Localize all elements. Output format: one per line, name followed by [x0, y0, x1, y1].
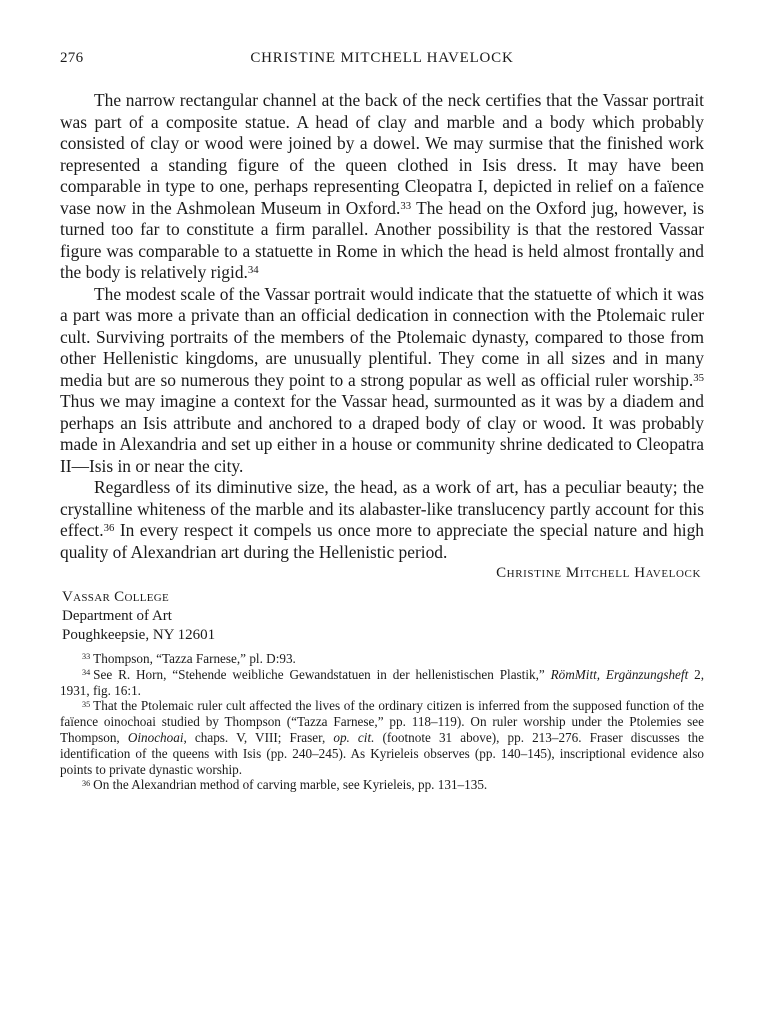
footnote-number: 33	[82, 652, 91, 662]
footnote-number: 35	[82, 699, 91, 709]
footnote-36	[60, 777, 704, 793]
footnote-reference-36: 36	[103, 522, 115, 535]
city-address: Poughkeepsie, NY 12601	[62, 627, 216, 643]
body-paragraph-2	[60, 284, 704, 478]
footnote-text: See R. Horn, “Stehende weibliche Gewandstatuen in der hellenistischen Plastik,”	[93, 666, 551, 682]
body-paragraph-3	[60, 477, 704, 563]
department-name: Department of Art	[62, 608, 172, 624]
author-signature: Christine Mitchell Havelock	[496, 565, 701, 581]
footnote-text: , chaps. V, VIII; Fraser,	[183, 729, 334, 745]
footnotes	[60, 651, 704, 793]
paragraph-text: The head on the Oxford jug, however, is turned too far to constitute a firm parallel. Another possibility is that the restored Vassar figure was comparable to a statuette in Rome in which the head is held almost frontally and the body is relatively rigid.	[60, 197, 705, 282]
running-head	[60, 50, 704, 72]
paragraph-text: The modest scale of the Vassar portrait would indicate that the statuette of which it was a part was more a private than an official dedication in connection with the Ptolemaic ruler cult. Surviving portraits of the members of the Ptolemaic dynasty, compared to those from other Hellenistic kingdoms, are unusually plentiful. They come in all sizes and in many media but are so numerous they point to a strong popular as well as official ruler worship.	[60, 283, 704, 390]
page-number: 276	[60, 50, 84, 66]
footnote-text: On the Alexandrian method of carving marble, see Kyrieleis, pp. 131–135.	[93, 777, 488, 793]
footnote-number: 34	[82, 668, 91, 678]
paragraph-text: In every respect it compels us once more to appreciate the special nature and high quality of Alexandrian art during the Hellenistic period.	[60, 520, 704, 562]
op-cit: op. cit.	[333, 729, 375, 745]
paragraph-text: The narrow rectangular channel at the back of the neck certifies that the Vassar portrait was part of a composite statue. A head of clay and marble and a body which probably consisted of clay or wood were joined by a dowel. We may surmise that the finished work represented a standing figure of the queen clothed in Isis dress. It may have been comparable in type to one, perhaps representing Cleopatra I, depicted in relief on a faïence vase now in the Ashmolean Museum in Oxford.	[60, 90, 704, 218]
author-affiliation	[62, 588, 215, 645]
footnote-text: Thompson, “Tazza Farnese,” pl. D:93.	[93, 651, 296, 666]
running-title: CHRISTINE MITCHELL HAVELOCK	[250, 50, 514, 66]
footnote-number: 36	[82, 778, 91, 788]
footnote-35	[60, 698, 704, 777]
body-paragraph-1	[60, 90, 704, 284]
footnote-34	[60, 667, 704, 699]
footnote-text: That the Ptolemaic ruler cult affected the lives of the ordinary citizen is inferred from the supposed function of the faïence oinochoai studied by Thompson (“Tazza Farnese,” pp. 118–119). On ruler worship under the Ptolemies see Thompson,	[60, 698, 704, 745]
footnote-reference-33: 33	[400, 199, 412, 212]
paragraph-text: Thus we may imagine a context for the Vassar head, surmounted as it was by a diadem and perhaps an Isis attribute and anchored to a draped body of clay or wood. It was probably made in Alexandria and set up either in a house or community shrine dedicated to Cleopatra II—Isis in or near the city.	[60, 391, 704, 476]
article-body	[60, 90, 704, 563]
journal-title: RömMitt, Ergänzungsheft	[550, 666, 689, 682]
footnote-reference-34: 34	[247, 264, 259, 277]
footnote-33	[60, 651, 704, 667]
paragraph-text: Regardless of its diminutive size, the head, as a work of art, has a peculiar beauty; the crystalline whiteness of the marble and its alabaster-like translucency partly account for this effect.	[60, 477, 704, 540]
footnote-reference-35: 35	[693, 371, 704, 384]
footnote-text: 2, 1931, fig. 16:1.	[60, 666, 705, 698]
book-title: Oinochoai	[127, 729, 184, 745]
footnote-text: (footnote 31 above), pp. 213–276. Fraser discusses the identification of the queens with Isis (pp. 240–245). As Kyrieleis observes (pp. 140–145), inscriptional evidence also points to private dynastic worship.	[60, 729, 704, 777]
institution-name: Vassar College	[62, 589, 170, 605]
